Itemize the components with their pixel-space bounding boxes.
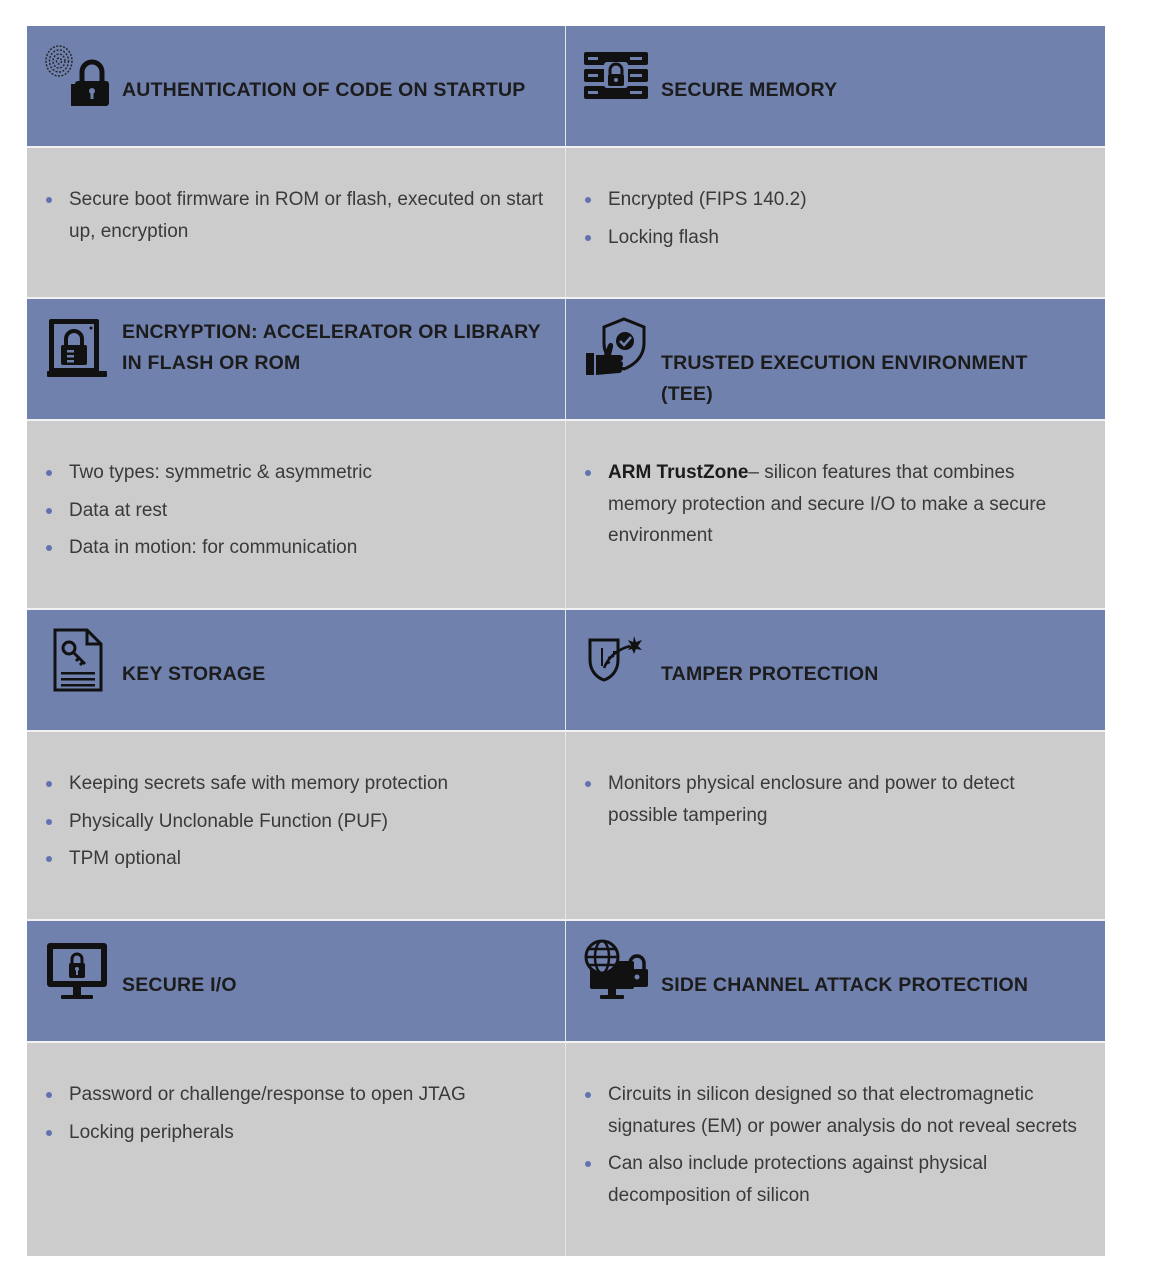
- key-document-icon: [45, 628, 109, 692]
- list-item-text: – silicon features that combines memory protection and secure I/O to make a secure environment: [608, 462, 1047, 546]
- list-item: Data in motion: for communication: [45, 532, 545, 564]
- list-item: Data at rest: [45, 495, 545, 527]
- shield-tamper-icon: [584, 628, 648, 692]
- monitor-lock-icon: [45, 939, 109, 1003]
- list-item: Monitors physical enclosure and power to detect possible tampering: [584, 768, 1085, 831]
- body-authentication: [27, 148, 566, 299]
- header-title: TRUSTED EXECUTION ENVIRONMENT (TEE): [661, 352, 1028, 405]
- bullet-list: [45, 184, 545, 253]
- body-tee: [566, 421, 1105, 610]
- bullet-list: [45, 1079, 545, 1154]
- arm-trustzone-label: ARM TrustZone: [608, 462, 749, 483]
- body-secure-io: [27, 1043, 566, 1256]
- bullet-list: [584, 768, 1085, 837]
- bullet-list: [584, 457, 1085, 558]
- header-encryption: [27, 299, 566, 421]
- header-title: KEY STORAGE: [122, 663, 266, 685]
- bullet-list: [584, 1079, 1085, 1217]
- header-key-storage: [27, 610, 566, 732]
- list-item: Two types: symmetric & asymmetric: [45, 457, 545, 489]
- bullet-list: [584, 184, 1085, 259]
- list-item: [584, 457, 1085, 552]
- header-tee: [566, 299, 1105, 421]
- fingerprint-lock-icon: [45, 44, 109, 108]
- list-item: Keeping secrets safe with memory protection: [45, 768, 545, 800]
- list-item: Encrypted (FIPS 140.2): [584, 184, 1085, 216]
- body-tamper: [566, 732, 1105, 921]
- header-authentication: [27, 26, 566, 148]
- body-secure-memory: [566, 148, 1105, 299]
- globe-monitor-lock-icon: [584, 939, 648, 1003]
- header-secure-io: [27, 921, 566, 1043]
- list-item: Locking peripherals: [45, 1117, 545, 1149]
- header-secure-memory: [566, 26, 1105, 148]
- body-encryption: [27, 421, 566, 610]
- laptop-lock-icon: [45, 317, 109, 381]
- shield-thumbs-up-icon: [584, 317, 648, 381]
- header-tamper: [566, 610, 1105, 732]
- header-title: ENCRYPTION: ACCELERATOR OR LIBRARY IN FLASH OR ROM: [122, 321, 541, 374]
- list-item: Circuits in silicon designed so that electromagnetic signatures (EM) or power analysis do not reveal secrets: [584, 1079, 1085, 1142]
- body-key-storage: [27, 732, 566, 921]
- header-title: AUTHENTICATION OF CODE ON STARTUP: [122, 79, 526, 101]
- header-title: SECURE MEMORY: [661, 79, 838, 101]
- list-item: Can also include protections against physical decomposition of silicon: [584, 1148, 1085, 1211]
- list-item: TPM optional: [45, 843, 545, 875]
- list-item: Locking flash: [584, 222, 1085, 254]
- header-title: SIDE CHANNEL ATTACK PROTECTION: [661, 974, 1029, 996]
- header-title: SECURE I/O: [122, 974, 237, 996]
- list-item: Secure boot firmware in ROM or flash, executed on start up, encryption: [45, 184, 545, 247]
- bullet-list: [45, 457, 545, 570]
- list-item: Physically Unclonable Function (PUF): [45, 806, 545, 838]
- header-title: TAMPER PROTECTION: [661, 663, 879, 685]
- body-side-channel: [566, 1043, 1105, 1256]
- security-features-table: [27, 26, 1105, 1256]
- bullet-list: [45, 768, 545, 881]
- header-side-channel: [566, 921, 1105, 1043]
- list-item: Password or challenge/response to open JTAG: [45, 1079, 545, 1111]
- server-lock-icon: [584, 44, 648, 108]
